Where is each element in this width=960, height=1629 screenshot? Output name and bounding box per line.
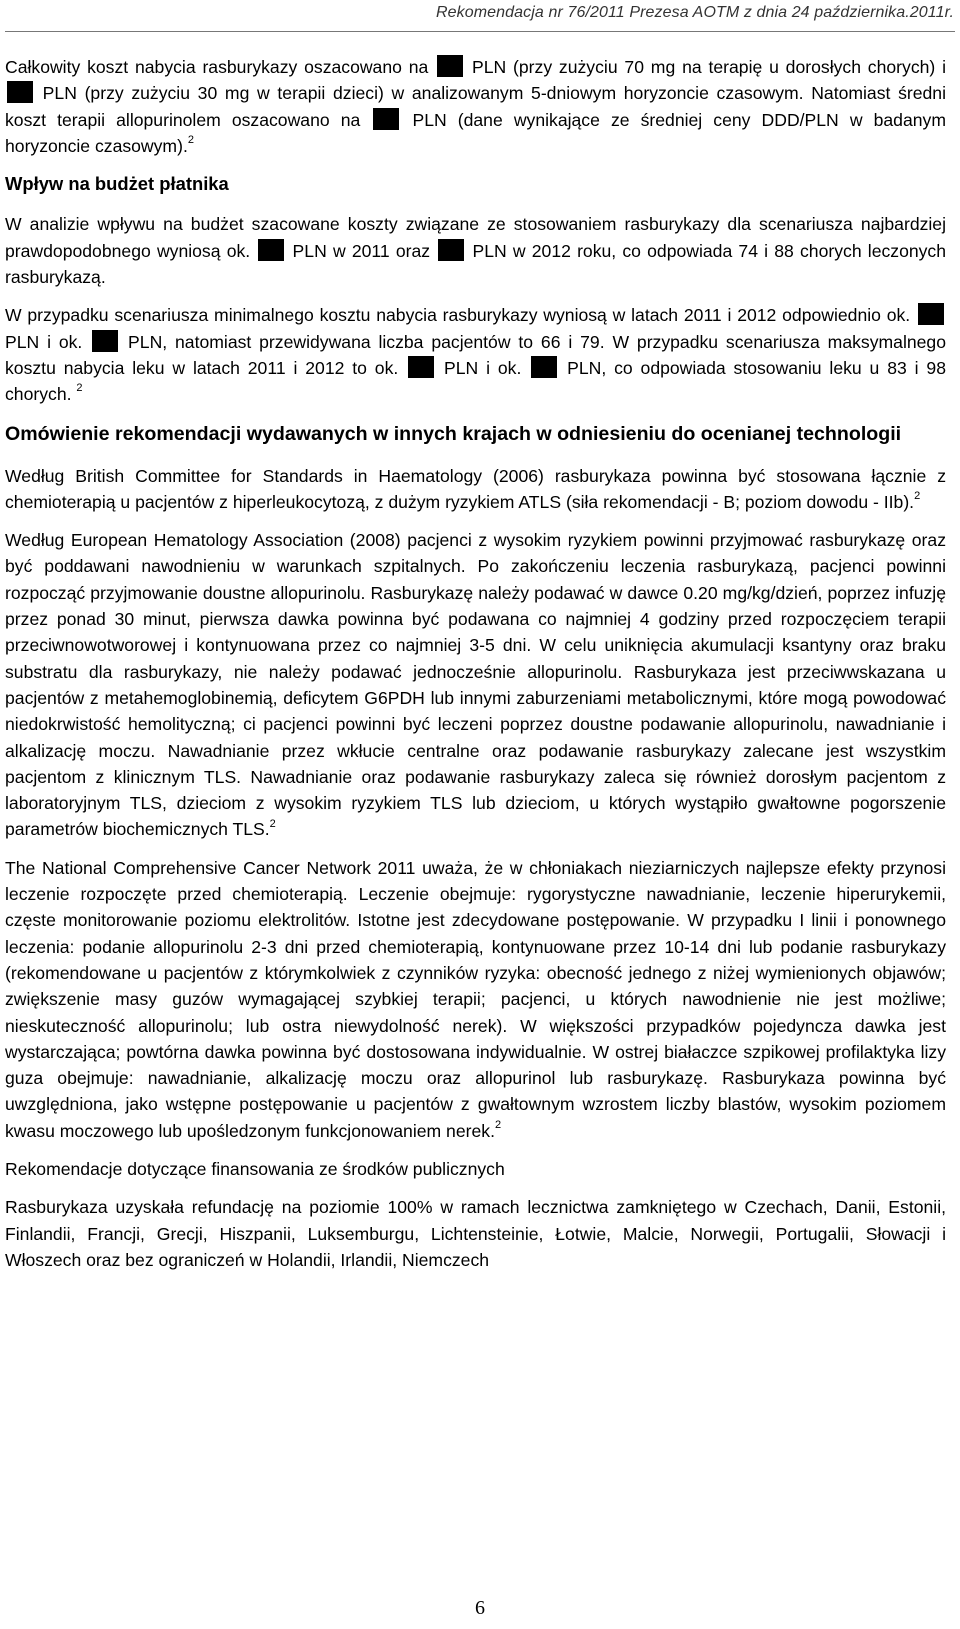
redaction-block	[918, 303, 944, 325]
footnote-ref: 2	[76, 382, 83, 395]
eha-paragraph	[5, 527, 946, 843]
text-segment: PLN (dane wynikające ze średniej ceny DDD/PLN w badanym horyzoncie czasowym).	[5, 109, 946, 156]
redaction-block	[531, 356, 557, 378]
text-segment: W przypadku scenariusza minimalnego kosztu nabycia rasburykazy wyniosą w latach 2011 i 2012 odpowiednio ok.	[5, 305, 911, 326]
financing-paragraph	[5, 1194, 946, 1273]
budget-heading: Wpływ na budżet płatnika	[5, 173, 229, 195]
redaction-block	[408, 356, 434, 378]
text-segment: W analizie wpływu na budżet szacowane koszty związane ze stosowaniem rasburykazy dla scenariusza najbardziej prawdopodobnego wyniosą ok.	[5, 214, 946, 261]
header-rule	[5, 31, 955, 32]
redaction-block	[373, 108, 399, 130]
footnote-ref: 2	[269, 817, 276, 830]
redaction-block	[7, 81, 33, 103]
nccn-paragraph	[5, 855, 946, 1144]
redaction-block	[438, 239, 464, 261]
cost-paragraph	[5, 54, 946, 159]
footnote-ref: 2	[187, 134, 194, 147]
text-segment: PLN w 2012 roku, co odpowiada 74 i 88 chorych leczonych rasburykazą.	[5, 240, 947, 288]
text-segment: PLN, natomiast przewidywana liczba pacjentów to 66 i 79. W przypadku scenariusza maksymalnego kosztu nabycia leku w latach 2011 i 2012 to ok.	[5, 331, 946, 378]
text-segment: Według British Committee for Standards in Haematology (2006) rasburykaza powinna być stosowana łącznie z chemioterapią u pacjentów z hiperleukocytozą, z dużym ryzykiem ATLS (siła rekomendacji - B; poziom dowodu - IIb).	[5, 465, 946, 512]
document-body	[5, 54, 946, 1285]
text-segment: PLN, co odpowiada stosowaniu leku u 83 i 98 chorych.	[5, 357, 946, 405]
financing-subheading: Rekomendacje dotyczące finansowania ze środków publicznych	[5, 1158, 505, 1179]
footnote-ref: 2	[914, 490, 921, 502]
budget-paragraph-2	[5, 302, 946, 407]
page-number: 6	[475, 1597, 485, 1619]
text-segment: PLN w 2011 oraz	[292, 240, 431, 261]
redaction-block	[92, 330, 118, 352]
recommendations-heading: Omówienie rekomendacji wydawanych w innych krajach w odniesieniu do ocenianej technologii	[5, 422, 902, 445]
text-segment: Według European Hematology Association (2008) pacjenci z wysokim ryzykiem powinni przyjmować rasburykazę oraz być poddawani nawodnieniu w warunkach szpitalnych. Po zakończeniu leczenia rasburykazą, pacjenci powinni rozpocząć przyjmowanie doustne allopurinolu. Rasburykazę należy podawać w dawce 0.20 mg/kg/dzień, poprzez infuzję przez ponad 30 minut, pierwsza dawka powinna być podawana co najmniej 4 godziny przed rozpoczęciem terapii przeciwnowotworowej i kontynuowana przez co najmniej 3-5 dni. W celu uniknięcia akumulacji ksantyny oraz braku substratu dla rasburykazy, nie należy podawać jednocześnie allopurinolu. Rasburykaza jest przeciwwskazana u pacjentów z metahemoglobinemią, deficytem G6PDH lub innymi zaburzeniami metabolicznymi, które mogą powodować niedokrwistość hemolityczną; ci pacjenci powinni być leczeni poprzez doustne podawanie allopurinolu, nawadnianie i alkalizację moczu. Nawadnianie przez wkłucie centralne oraz podawanie rasburykazy zalecane jest wszystkim pacjentom z klinicznym TLS. Nawadnianie oraz podawanie rasburykazy zaleca się również dorosłym pacjentom z laboratoryjnym TLS, dzieciom z wysokim ryzykiem TLS lub dzieciom, u których wystąpiło gwałtowne pogorszenie parametrów biochemicznych TLS.	[5, 530, 946, 840]
text-segment: PLN i ok.	[5, 331, 83, 352]
footnote-ref: 2	[494, 1118, 502, 1131]
text-segment: PLN i ok.	[444, 357, 522, 378]
redaction-block	[437, 55, 463, 77]
bcsh-paragraph	[5, 463, 946, 516]
text-segment: PLN (przy zużyciu 70 mg na terapię u dorosłych chorych) i	[471, 57, 946, 77]
redaction-block	[258, 239, 284, 261]
text-segment: PLN (przy zużyciu 30 mg w terapii dzieci) w analizowanym 5-dniowym horyzoncie czasowym. Natomiast średni koszt terapii allopurinolem oszacowano na	[5, 83, 946, 130]
budget-paragraph-1	[5, 211, 946, 290]
text-segment: The National Comprehensive Cancer Network 2011 uważa, że w chłoniakach nieziarniczych najlepsze efekty przynosi leczenie rozpoczęte przed chemioterapią. Leczenie obejmuje: rygorystyczne nawadnianie, leczenie hiperurykemii, częste monitorowanie poziomu elektrolitów. Istotne jest zdecydowane postępowanie. W przypadku I linii i ponownego leczenia: podanie allopurinolu 2-3 dni przed chemioterapią, kontynuowane przez 10-14 dni lub podanie rasburykazy (rekomendowane u pacjentów z którymkolwiek z czynników ryzyka: obecność jednego z niżej wymienionych objawów; zwiększenie masy guzów wymagającej szybkiej terapii; pacjenci, u których nawodnienie nie jest możliwe; nieskuteczność allopurinolu; lub ostra niewydolność nerek). W większości przypadków pojedyncza dawka jest wystarczająca; powtórna dawka powinna być dostosowana indywidualnie. W ostrej białaczce szpikowej profilaktyka lizy guza obejmuje: nawadnianie, alkalizację moczu oraz allopurinol lub rasburykazę. Rasburykaza powinna być uwzględniona, jako wstępne postępowanie u pacjentów z gwałtownym wzrostem liczby blastów, wysokim poziomem kwasu moczowego lub upośledzonym funkcjonowaniem nerek.	[5, 857, 946, 1141]
text-segment: Całkowity koszt nabycia rasburykazy oszacowano na	[5, 57, 429, 77]
text-segment: Rasburykaza uzyskała refundację na poziomie 100% w ramach lecznictwa zamkniętego w Czechach, Danii, Estonii, Finlandii, Francji, Grecji, Hiszpanii, Luksemburgu, Lichtensteinie, Łotwie, Malcie, Norwegii, Portugalii, Słowacji i Włoszech oraz bez ograniczeń w Holandii, Irlandii, Niemczech	[5, 1197, 946, 1270]
running-header: Rekomendacja nr 76/2011 Prezesa AOTM z dnia 24 października.2011r.	[436, 4, 954, 21]
